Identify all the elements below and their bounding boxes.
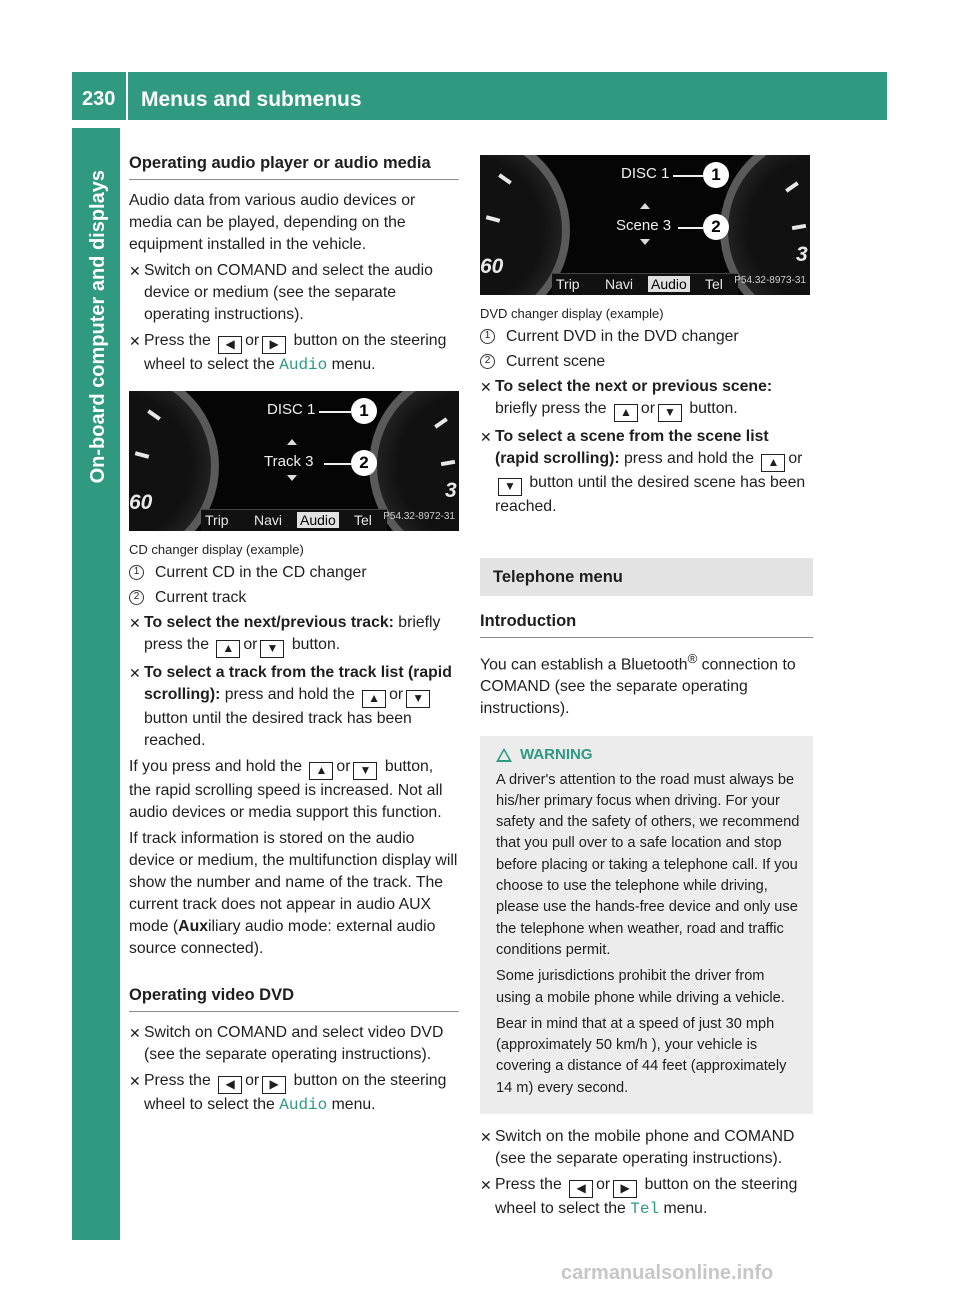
- scroll-down-arrow-icon: [640, 239, 650, 245]
- watermark: carmanualsonline.info: [561, 1262, 774, 1284]
- arrow-marker-icon: ✕: [129, 1025, 141, 1041]
- callout-1: 1: [351, 398, 377, 424]
- down-triangle-key-icon: ▼: [260, 640, 284, 658]
- up-triangle-key-icon: ▲: [761, 454, 785, 472]
- callout-1: 1: [703, 162, 729, 188]
- menu-name-tel: Tel: [630, 1200, 660, 1219]
- legend-item-2: 2 Current track: [129, 587, 459, 609]
- dvd-changer-display-image: 60 3 DISC 1 1 Scene 3 2 Trip Navi Audio Tel P54.32-8973-31: [480, 155, 810, 295]
- arrow-marker-icon: ✕: [129, 263, 141, 279]
- display-menu-navi: Navi: [254, 512, 283, 528]
- display-menu-navi: Navi: [605, 276, 634, 292]
- display-track-line: Track 3: [264, 453, 314, 470]
- cd-changer-display-image: 60 3 DISC 1 1 Track 3 2 Trip Navi Audio Tel P54.32-8972-31: [129, 391, 459, 531]
- instruction-step: ✕ Press the ◀ or ▶ button on the steering wheel to select the Tel menu.: [480, 1176, 798, 1219]
- menu-name-audio: Audio: [279, 356, 328, 374]
- instruction-step: ✕ Switch on COMAND and select the audio device or medium (see the separate operating instructions).: [129, 262, 433, 323]
- body-paragraph: If track information is stored on the audio device or medium, the multifunction display will show the number and name of the track. The current track does not appear in audio AUX mode (Auxiliary audio mode: external audio source connected).: [129, 830, 458, 957]
- up-triangle-key-icon: ▲: [362, 690, 386, 708]
- menu-name-audio: Audio: [279, 1096, 328, 1114]
- warning-paragraph: Some jurisdictions prohibit the driver from using a mobile phone while driving a vehicle.: [496, 968, 785, 1006]
- page-title: Menus and submenus: [141, 88, 362, 111]
- left-triangle-key-icon: ◀: [569, 1180, 593, 1198]
- image-code: P54.32-8973-31: [734, 275, 806, 286]
- right-triangle-key-icon: ▶: [262, 336, 286, 354]
- legend-item-1: 1 Current DVD in the DVD changer: [480, 326, 813, 348]
- right-column: [480, 155, 813, 1220]
- display-menu-tel: Tel: [705, 276, 723, 292]
- scroll-down-arrow-icon: [287, 475, 297, 481]
- telephone-menu-heading: Telephone menu: [480, 558, 813, 596]
- scroll-up-arrow-icon: [640, 203, 650, 209]
- instruction-step: ✕ To select a track from the track list (rapid scrolling): press and hold the ▲ or ▼ button until the desired track has been reached.: [129, 664, 452, 749]
- instruction-step: ✕ Press the ◀ or ▶ button on the steering wheel to select the Audio menu.: [129, 1072, 447, 1114]
- image-code: P54.32-8972-31: [383, 511, 455, 522]
- up-triangle-key-icon: ▲: [216, 640, 240, 658]
- arrow-marker-icon: ✕: [129, 615, 141, 631]
- arrow-marker-icon: ✕: [129, 665, 141, 681]
- instruction-step: ✕ To select the next/previous track: briefly press the ▲ or ▼ button.: [129, 612, 459, 658]
- down-triangle-key-icon: ▼: [353, 762, 377, 780]
- section-heading-dvd: Operating video DVD: [129, 984, 459, 1012]
- instruction-step: ✕ Switch on the mobile phone and COMAND (see the separate operating instructions).: [480, 1128, 795, 1168]
- arrow-marker-icon: ✕: [480, 1129, 492, 1146]
- section-heading-audio: Operating audio player or audio media: [129, 152, 459, 180]
- warning-title: WARNING: [520, 746, 593, 764]
- display-menu-audio: Audio: [648, 276, 690, 292]
- side-tab-label: On-board computer and displays: [87, 170, 109, 484]
- header-divider: [126, 72, 128, 120]
- arrow-marker-icon: ✕: [129, 1073, 141, 1089]
- warning-paragraph: Bear in mind that at a speed of just 30 mph (approximately 50 km/h ), your vehicle is covering a distance of 44 feet (approximately 14 m) every second.: [496, 1015, 787, 1096]
- arrow-marker-icon: ✕: [480, 1177, 492, 1194]
- legend-item-2: 2 Current scene: [480, 351, 813, 373]
- display-menu-tel: Tel: [354, 512, 372, 528]
- left-triangle-key-icon: ◀: [218, 336, 242, 354]
- instruction-step: ✕ Press the ◀ or ▶ button on the steering wheel to select the Audio menu.: [129, 332, 447, 374]
- intro-paragraph: Audio data from various audio devices or media can be played, depending on the equipment installed in the vehicle.: [129, 192, 416, 253]
- display-menu-audio: Audio: [297, 512, 339, 528]
- warning-triangle-icon: [496, 748, 512, 762]
- left-triangle-key-icon: ◀: [218, 1076, 242, 1094]
- section-heading-introduction: Introduction: [480, 610, 813, 638]
- arrow-marker-icon: ✕: [480, 379, 492, 395]
- display-scene-line: Scene 3: [616, 217, 672, 234]
- display-disc-line: DISC 1: [621, 165, 670, 182]
- warning-box: [480, 736, 813, 1114]
- up-triangle-key-icon: ▲: [309, 762, 333, 780]
- down-triangle-key-icon: ▼: [406, 690, 430, 708]
- right-triangle-key-icon: ▶: [613, 1180, 637, 1198]
- callout-2: 2: [351, 450, 377, 476]
- instruction-step: ✕ To select a scene from the scene list (rapid scrolling): press and hold the ▲ or▼ button until the desired scene has been reached.: [480, 428, 806, 515]
- display-disc-line: DISC 1: [267, 401, 316, 418]
- arrow-marker-icon: ✕: [480, 429, 492, 445]
- display-menu-trip: Trip: [205, 512, 229, 528]
- up-triangle-key-icon: ▲: [614, 404, 638, 422]
- page-number: 230: [82, 88, 116, 110]
- arrow-marker-icon: ✕: [129, 333, 141, 349]
- left-column: [129, 152, 459, 1116]
- image-caption: DVD changer display (example): [480, 306, 664, 321]
- warning-paragraph: A driver's attention to the road must always be his/her primary focus when driving. For your safety and the safety of others, we recommend that you pull over to a safe location and stop before placing or taking a telephone call. If you choose to use the telephone while driving, please use the hands-free device and only use the telephone when weather, road and traffic conditions permit.: [496, 771, 800, 958]
- display-menu-bar: [552, 273, 738, 295]
- legend-item-1: 1 Current CD in the CD changer: [129, 562, 459, 584]
- body-paragraph: If you press and hold the ▲ or ▼ button, the rapid scrolling speed is increased. Not all audio devices or media support this function.: [129, 758, 443, 821]
- display-menu-bar: [201, 509, 387, 531]
- instruction-step: ✕ Switch on COMAND and select video DVD (see the separate operating instructions).: [129, 1024, 444, 1063]
- intro-paragraph: You can establish a Bluetooth® connection to COMAND (see the separate operating instructions).: [480, 651, 796, 718]
- callout-2: 2: [703, 214, 729, 240]
- instruction-step: ✕ To select the next or previous scene: briefly press the ▲ or ▼ button.: [480, 376, 813, 422]
- down-triangle-key-icon: ▼: [498, 478, 522, 496]
- image-caption: CD changer display (example): [129, 542, 304, 557]
- display-menu-trip: Trip: [556, 276, 580, 292]
- right-triangle-key-icon: ▶: [262, 1076, 286, 1094]
- down-triangle-key-icon: ▼: [658, 404, 682, 422]
- scroll-up-arrow-icon: [287, 439, 297, 445]
